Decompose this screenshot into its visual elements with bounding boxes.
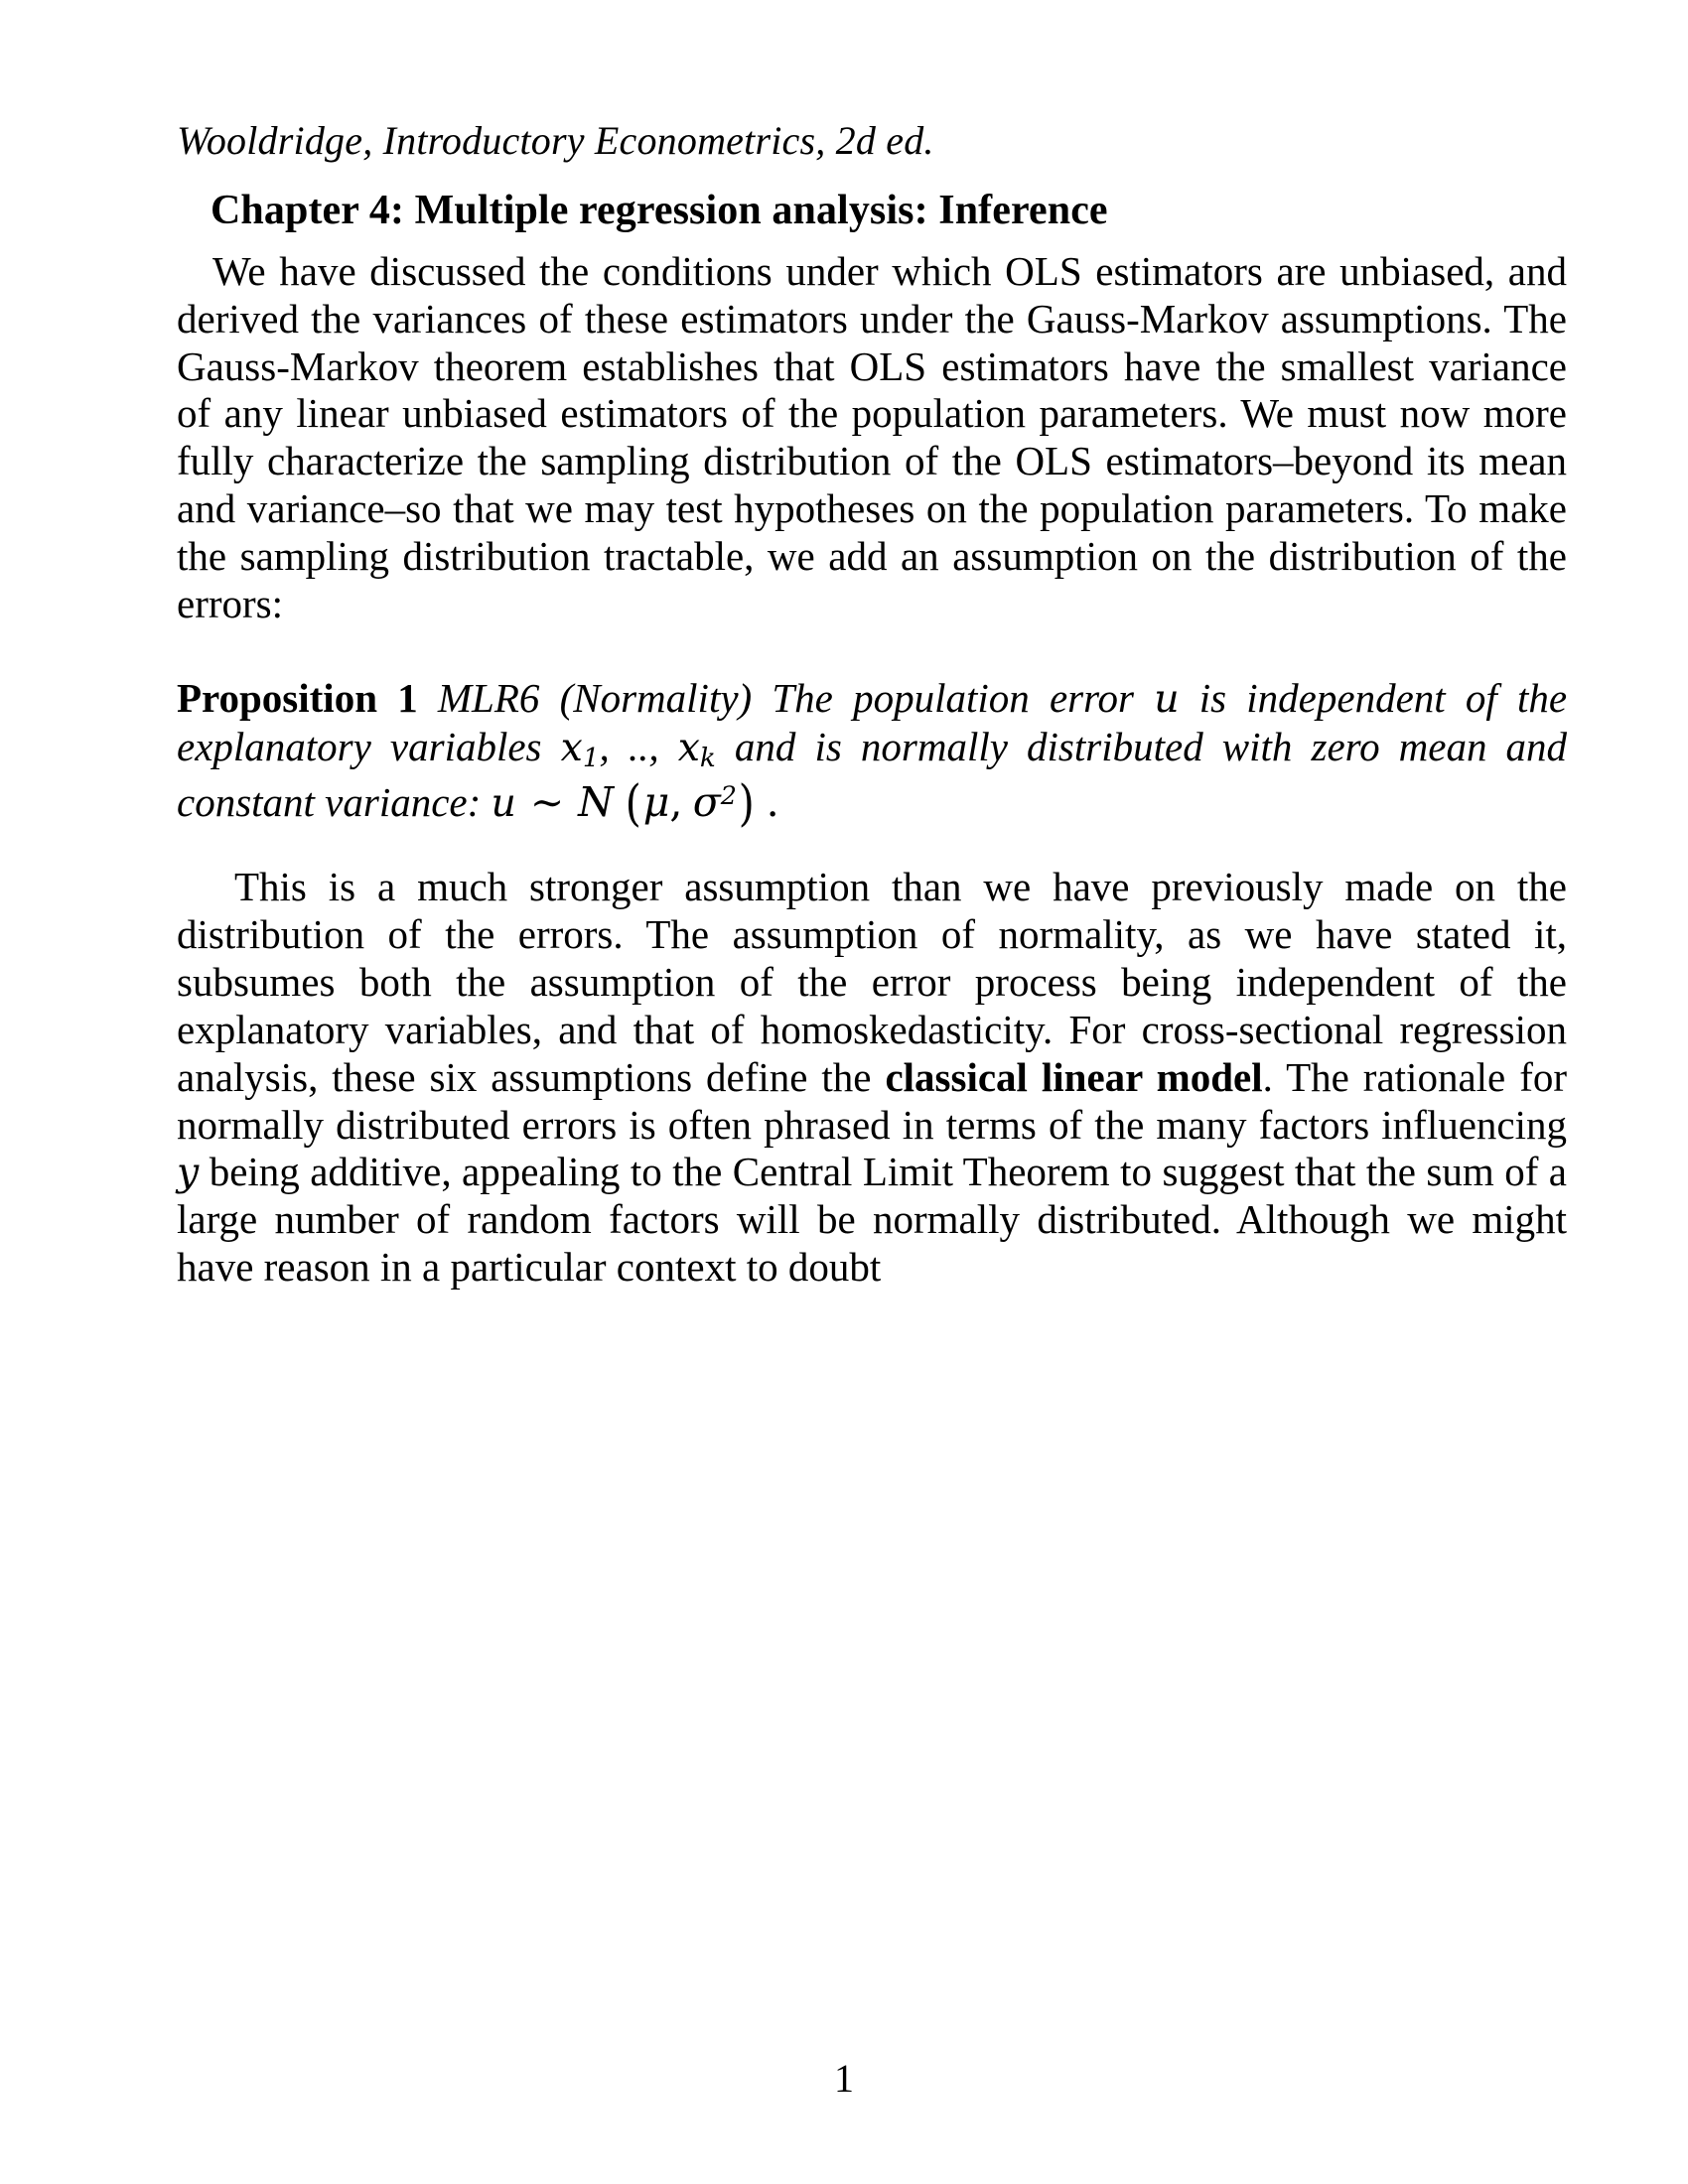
math-comma: , [669, 777, 683, 826]
proposition-text-part2: is independent of the explanatory variables [177, 675, 1568, 770]
running-head: Wooldridge, Introductory Econometrics, 2d ed. [177, 118, 934, 163]
chapter-title: Chapter 4: Multiple regression analysis: Inference [211, 188, 1108, 234]
math-variable-u: u [1154, 676, 1180, 723]
math-variable-x1: x [560, 725, 583, 771]
math-mu-symbol: μ [642, 777, 670, 826]
classical-linear-model-term: classical linear model [885, 1053, 1263, 1100]
math-open-paren: ( [626, 774, 642, 833]
proposition-period: . [766, 777, 779, 826]
math-close-paren: ) [738, 774, 755, 833]
page-number: 1 [834, 2056, 854, 2101]
proposition-label: Proposition 1 [177, 675, 418, 722]
math-distributed-as-symbol: ∼ [529, 777, 565, 826]
body2-segment-1: This is a much stronger assumption than we have previously made on the distribution of the errors. The assumption of normality, as we have stated it, subsumes both the assumption of the error process being independent of the explanatory variables, and that of homoskedasticity. For cross-sectional regression analysis, these six assumptions define the [177, 863, 1567, 1100]
proposition-text-part1: MLR6 (Normality) The population error [437, 675, 1134, 722]
math-sigma-symbol: σ [692, 777, 721, 826]
body2-segment-3: being additive, appealing to the Central Limit Theorem to suggest that the sum of a large number of random factors will be normally distributed. Although we might have reason in a particular context to doubt [177, 1149, 1567, 1291]
proposition-text-part3: and is normally distributed with zero mean and constant variance: [177, 724, 1568, 825]
math-variable-y: y [177, 1150, 200, 1196]
page-content [177, 117, 1567, 1292]
math-variable-u-2: u [491, 779, 516, 826]
math-ellipsis: , .., [599, 724, 678, 770]
math-sigma-exponent: 2 [720, 779, 737, 810]
math-variable-xk: x [677, 725, 700, 771]
math-normal-distribution-symbol: N [578, 777, 614, 826]
intro-paragraph: We have discussed the conditions under which OLS estimators are unbiased, and derived the variances of these estimators under the Gauss-Markov assumptions. The Gauss-Markov theorem establishes that OLS estimators have the smallest variance of any linear unbiased estimators of the population parameters. We must now more fully characterize the sampling distribution of the OLS estimators–beyond its mean and variance–so that we may test hypotheses on the population parameters. To make the sampling distribution tractable, we add an assumption on the distribution of the errors: [177, 247, 1567, 627]
proposition-block [177, 674, 1567, 833]
body2-segment-2: . The rationale for normally distributed errors is often phrased in terms of the many factors influencing [177, 1053, 1567, 1148]
math-subscript-k: k [699, 743, 716, 773]
math-subscript-1: 1 [582, 743, 600, 773]
body-paragraph-2 [177, 864, 1567, 1293]
